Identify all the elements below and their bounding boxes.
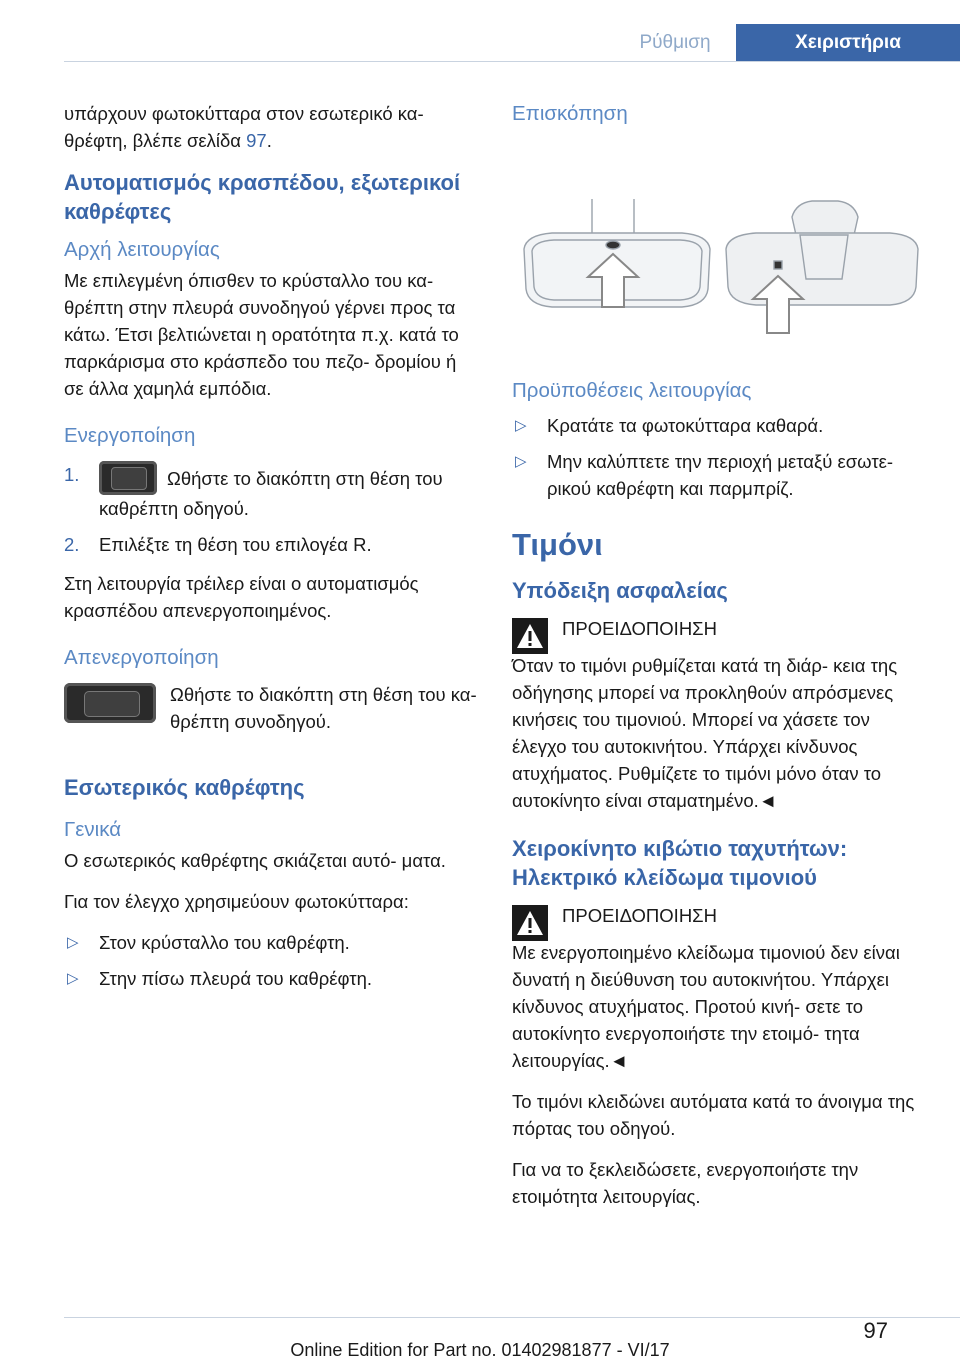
step-number: 2. [64,534,80,555]
heading-activation: Ενεργοποίηση [64,424,196,447]
left-column [64,100,480,1004]
trailer-paragraph: Στη λειτουργία τρέιλερ είναι ο αυτοματισμός κρασπέδου απενεργοποιημένος. [64,573,419,621]
heading-manual-gearbox: Χειροκίνητο κιβώτιο ταχυτήτων: Ηλεκτρικό κλείδωμα τιμονιού [512,836,848,890]
heading-deactivation: Απενεργοποίηση [64,646,219,669]
heading-steering-wheel: Τιμόνι [512,527,603,562]
edition-footer: Online Edition for Part no. 01402981877 - VI/17 [290,1340,670,1360]
heading-interior-mirror: Εσωτερικός καθρέφτης [64,775,305,800]
bullet-triangle-icon: ▷ [67,970,79,987]
header-divider [64,61,960,62]
heading-general: Γενικά [64,818,122,841]
prerequisite-list [512,412,928,502]
header-tabs [614,24,960,62]
mirror-back-drawing [726,201,918,333]
photocell-list [64,929,480,992]
list-item [512,448,928,502]
list-item [64,965,480,992]
tab-controls[interactable]: Χειριστήρια [736,24,960,62]
heading-safety-note: Υπόδειξη ασφαλείας [512,578,728,603]
unlock-paragraph: Για να το ξεκλειδώσετε, ενεργοποιήστε την ετοιμότητα λειτουργίας. [512,1159,859,1207]
step-item [64,531,480,558]
activation-steps [64,461,480,558]
bullet-triangle-icon: ▷ [67,934,79,951]
list-item-text: Κρατάτε τα φωτοκύτταρα καθαρά. [547,415,824,436]
intro-text: υπάρχουν φωτοκύτταρα στον εσωτερικό κα‐ θρέφτη, βλέπε σελίδα [64,103,424,151]
bullet-triangle-icon: ▷ [515,453,527,470]
step-text: Επιλέξτε τη θέση του επιλογέα R. [99,534,372,555]
mirror-switch-icon [64,683,156,723]
general-paragraph: Ο εσωτερικός καθρέφτης σκιάζεται αυτό‐ ματα. [64,850,446,871]
mirror-front-drawing [524,199,710,307]
list-item [64,929,480,956]
warning-title: ΠΡΟΕΙΔΟΠΟΙΗΣΗ [562,905,717,926]
intro-text-end: . [266,130,272,151]
footer-divider [64,1317,960,1318]
warning-triangle-icon [512,905,548,941]
step-item [64,461,480,522]
step-number: 1. [64,464,80,485]
warning-text: Με ενεργοποιημένο κλείδωμα τιμονιού δεν είναι δυνατή η διεύθυνση του αυτοκινήτου. Υπάρχει κίνδυνος ατυχήματος. Προτού κινή‐ σετε το αυτοκίνητο ενεργοποιήστε την ετοιμό‐ τητα λειτουργίας.◄ [512,942,900,1071]
heading-auto-dip: Αυτοματισμός κρασπέδου, εξωτερικοί καθρέφτες [64,170,461,224]
deactivation-block [64,681,480,749]
heading-overview: Επισκόπηση [512,102,628,125]
warning-block [512,615,928,814]
warning-text: Όταν το τιμόνι ρυθμίζεται κατά τη διάρ‐ κεια της οδήγησης μπορεί να προκληθούν απρόσμενες κινήσεις του τιμονιού. Μπορεί να χάσετε τον έλεγχο του αυτοκινήτου. Υπάρχει κίνδυνος ατυχήματος. Ρυθμίζετε το τιμόνι μόνο όταν το αυτοκίνητο είναι σταματημένο.◄ [512,655,898,811]
warning-block [512,902,928,1074]
right-column [512,100,928,1224]
principle-paragraph: Με επιλεγμένη όπισθεν το κρύσταλλο του κα‐ θρέπτη στην πλευρά συνοδηγού γέρνει προς τα κάτω. Έτσι βελτιώνεται η ορατότητα π.χ. κατά το παρκάρισμα στο κράσπεδο του πεζο‐ δρομίου ή σε άλλα χαμηλά εμπόδια. [64,270,459,399]
page-link[interactable]: 97 [246,130,267,151]
bullet-triangle-icon: ▷ [515,417,527,434]
photocells-paragraph: Για τον έλεγχο χρησιμεύουν φωτοκύτταρα: [64,891,409,912]
step-text: Ωθήστε το διακόπτη στη θέση του καθρέπτη οδηγού. [99,468,443,519]
mirror-switch-icon [99,461,157,495]
page-number: 97 [863,1318,888,1343]
deactivation-paragraph: Ωθήστε το διακόπτη στη θέση του κα‐ θρέπτη συνοδηγού. [170,684,477,732]
lock-paragraph: Το τιμόνι κλειδώνει αυτόματα κατά το άνοιγμα της πόρτας του οδηγού. [512,1091,915,1139]
list-item-text: Στην πίσω πλευρά του καθρέφτη. [99,968,372,989]
list-item [512,412,928,439]
heading-principle: Αρχή λειτουργίας [64,238,220,261]
list-item-text: Στον κρύσταλλο του καθρέφτη. [99,932,350,953]
tab-settings[interactable]: Ρύθμιση [639,32,711,53]
warning-triangle-icon [512,618,548,654]
list-item-text: Μην καλύπτετε την περιοχή μεταξύ εσωτε‐ ρικού καθρέφτη και παρμπρίζ. [547,451,894,499]
mirror-illustration [512,139,928,357]
heading-prerequisites: Προϋποθέσεις λειτουργίας [512,379,752,402]
intro-paragraph [64,100,480,154]
warning-title: ΠΡΟΕΙΔΟΠΟΙΗΣΗ [562,618,717,639]
